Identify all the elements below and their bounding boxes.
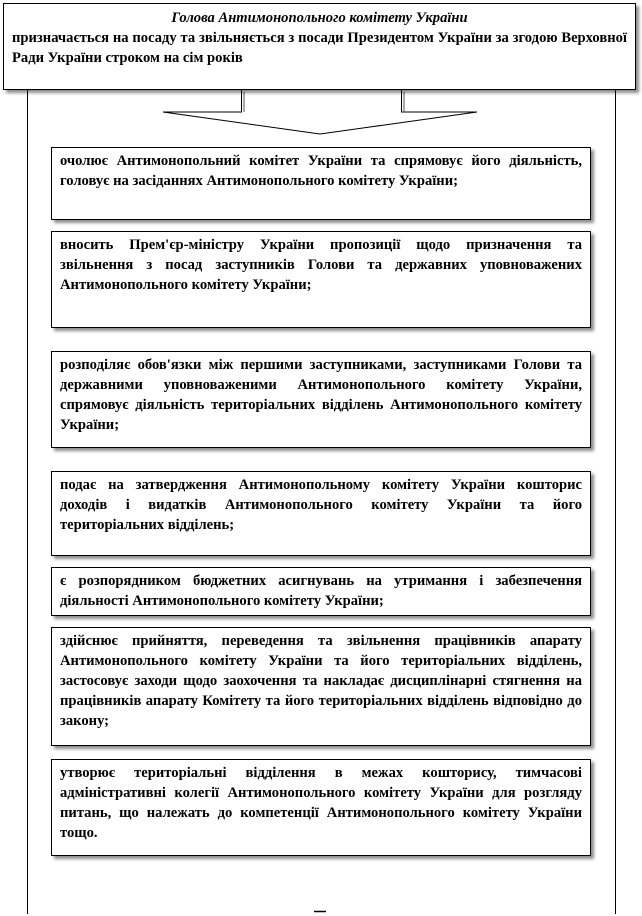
duty-box-4 [51,471,591,556]
duty-box-6 [51,627,591,746]
header-title: Голова Антимонопольного комітету України [171,10,468,26]
duty-box-1 [51,147,591,220]
duty-text-2: вносить Прем'єр-міністру України пропозиції щодо призначення та звільнення з посад заступників Голови та державних уповноважених Антимонопольного комітету України; [60,237,582,293]
down-arrow [163,90,477,134]
duty-text-1: очолює Антимонопольний комітет України та спрямовує його діяльність, головує на засіданнях Антимонопольного комітету України; [60,153,582,189]
duty-text-3: розподіляє обов'язки між першими заступниками, заступниками Голови та державними уповноваженими Антимонопольного комітету України, спрямовує діяльність територіальних відділень Антимонопольного комітету України; [60,357,582,433]
duty-box-7 [51,759,591,856]
duty-text-5: є розпорядником бюджетних асигнувань на утримання і забезпечення діяльності Антимонопольного комітету України; [60,573,582,609]
duty-box-2 [51,231,591,328]
arrow-shadow [244,92,404,112]
header-box [3,3,636,90]
duty-box-3 [51,351,591,448]
duty-text-6: здійснює прийняття, переведення та звільнення працівників апарату Антимонопольного комітету України та його територіальних відділень, застосовує заходи щодо заохочення та накладає дисциплінарні стягнення на працівників апарату Комітету та його територіальних відділень відповідно до закону; [60,633,582,729]
duty-text-7: утворює територіальні відділення в межах кошторису, тимчасові адміністративні колегії Антимонопольного комітету України для розгляду питань, що належать до компетенції Антимонопольного комітету України тощо. [60,765,582,841]
header-description: призначається на посаду та звільняється з посади Президентом України за згодою Верховної Ради України строком на сім років [12,30,627,66]
duty-box-5 [51,567,591,616]
duty-text-4: подає на затвердження Антимонопольному комітету України кошторис доходів і видатків Антимонопольного комітету України та його територіальних відділень; [60,477,582,533]
